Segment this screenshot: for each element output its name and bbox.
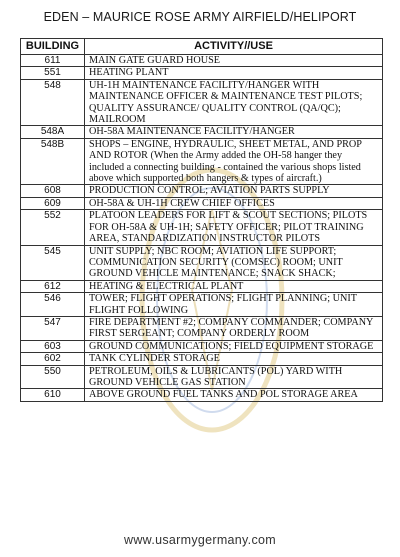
table-row: [21, 365, 383, 389]
activity-cell: OH-58A MAINTENANCE FACILITY/HANGER: [85, 126, 383, 138]
table-row: [21, 280, 383, 292]
table-row: [21, 185, 383, 197]
building-cell: 611: [21, 55, 85, 67]
building-cell: 546: [21, 293, 85, 317]
building-table: [20, 38, 383, 402]
activity-cell: TOWER; FLIGHT OPERATIONS; FLIGHT PLANNING; UNIT FLIGHT FOLLOWING: [85, 293, 383, 317]
website-footer: www.usarmygermany.com: [124, 533, 276, 547]
activity-cell: UNIT SUPPLY; NBC ROOM; AVIATION LIFE SUPPORT; COMMUNICATION SECURITY (COMSEC) ROOM; UNIT GROUND VEHICLE MAINTENANCE; SNACK SHACK;: [85, 245, 383, 280]
activity-text: SHOPS – ENGINE, HYDRAULIC, SHEET METAL, AND PROP AND ROTOR: [89, 138, 362, 162]
table-row: [21, 389, 383, 401]
activity-cell: ABOVE GROUND FUEL TANKS AND POL STORAGE AREA: [85, 389, 383, 401]
activity-cell: [85, 138, 383, 185]
building-cell: 545: [21, 245, 85, 280]
table-row: [21, 353, 383, 365]
table-row: [21, 316, 383, 340]
building-cell: 552: [21, 210, 85, 245]
table-row: [21, 126, 383, 138]
building-cell: 609: [21, 197, 85, 209]
activity-cell: GROUND COMMUNICATIONS; FIELD EQUIPMENT STORAGE: [85, 340, 383, 352]
table-row: [21, 340, 383, 352]
activity-cell: PRODUCTION CONTROL; AVIATION PARTS SUPPLY: [85, 185, 383, 197]
table-row: [21, 245, 383, 280]
building-cell: 603: [21, 340, 85, 352]
activity-cell: OH-58A & UH-1H CREW CHIEF OFFICES: [85, 197, 383, 209]
table-row: [21, 197, 383, 209]
building-cell: 548A: [21, 126, 85, 138]
table-row: [21, 210, 383, 245]
building-cell: 612: [21, 280, 85, 292]
table-row: [21, 67, 383, 79]
building-cell: 551: [21, 67, 85, 79]
activity-cell: FIRE DEPARTMENT #2; COMPANY COMMANDER; COMPANY FIRST SERGEANT; COMPANY ORDERLY ROOM: [85, 316, 383, 340]
activity-cell: PLATOON LEADERS FOR LIFT & SCOUT SECTIONS; PILOTS FOR OH-58A & UH-1H; SAFETY OFFICER; PILOT TRAINING AREA, STANDARDIZATION INSTRUCTOR PILOTS: [85, 210, 383, 245]
activity-cell: MAIN GATE GUARD HOUSE: [85, 55, 383, 67]
building-cell: 548: [21, 79, 85, 126]
table-row: [21, 55, 383, 67]
table-row: [21, 293, 383, 317]
building-cell: 548B: [21, 138, 85, 185]
activity-cell: UH-1H MAINTENANCE FACILITY/HANGER WITH MAINTENANCE OFFICER & MAINTENANCE TEST PILOTS; QUALITY ASSURANCE/ QUALITY CONTROL (QA/QC); MAILROOM: [85, 79, 383, 126]
building-cell: 550: [21, 365, 85, 389]
activity-note: (When the Army added the OH-58 hanger they included a connecting building - contained the various shops listed above which supported both hangers & types of aircraft.): [89, 150, 361, 185]
table-row: [21, 79, 383, 126]
activity-cell: HEATING & ELECTRICAL PLANT: [85, 280, 383, 292]
building-cell: 608: [21, 185, 85, 197]
building-cell: 610: [21, 389, 85, 401]
activity-cell: TANK CYLINDER STORAGE: [85, 353, 383, 365]
building-column-header: BUILDING: [21, 39, 85, 55]
page-title: EDEN – MAURICE ROSE ARMY AIRFIELD/HELIPORT: [43, 10, 357, 24]
building-cell: 602: [21, 353, 85, 365]
activity-cell: HEATING PLANT: [85, 67, 383, 79]
activity-cell: PETROLEUM, OILS & LUBRICANTS (POL) YARD WITH GROUND VEHICLE GAS STATION: [85, 365, 383, 389]
table-row: [21, 138, 383, 185]
building-cell: 547: [21, 316, 85, 340]
table-header-row: [21, 39, 383, 55]
activity-column-header: ACTIVITY//USE: [85, 39, 383, 55]
